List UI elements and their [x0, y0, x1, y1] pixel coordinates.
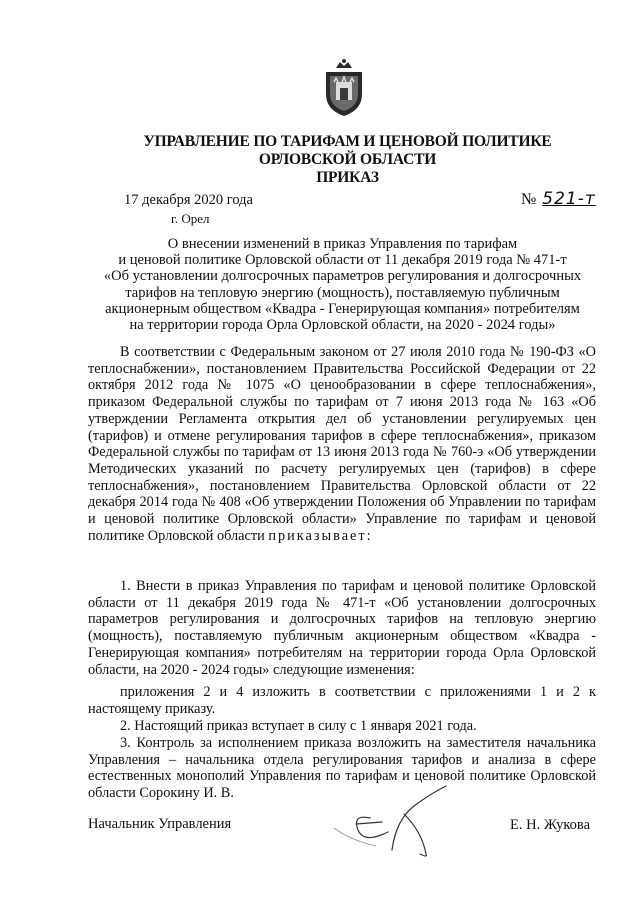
order-city: г. Орел — [171, 211, 210, 226]
header-line-2: ОРЛОВСКОЙ ОБЛАСТИ — [258, 151, 437, 168]
subject-line: «Об установлении долгосрочных параметров регулирования и долгосрочных — [103, 268, 582, 285]
order-date: 17 декабря 2020 года — [124, 192, 253, 208]
subject-line: О внесении изменений в приказ Управления по тарифам — [167, 236, 518, 252]
document-type-title: ПРИКАЗ — [316, 169, 379, 186]
handwritten-order-number: 521-т — [542, 189, 596, 209]
signatory-name: Е. Н. Жукова — [510, 817, 591, 833]
order-number — [521, 189, 596, 209]
item-1-paragraph: 1. Внести в приказ Управления по тарифам и ценовой политике Орловской области от 11 декабря 2019 года № 471-т «Об установлении долгосрочных параметров регулирования и долгосрочных тарифов на тепловую энергию (мощность), поставляемую публичным акционерным обществом «Квадра - Генерирующая компания» потребителям на территории города Орла Орловской области, на 2020 - 2024 годы» следующие изменения: — [88, 578, 596, 678]
subject-line: акционерным обществом «Квадра - Генерирующая компания» потребителям — [105, 300, 580, 317]
coat-of-arms-emblem — [320, 58, 368, 118]
orders-word: приказывает: — [268, 527, 373, 544]
item-3-paragraph: 3. Контроль за исполнением приказа возложить на заместителя начальника Управления – начальника отдела регулирования тарифов и анализа в сфере естественных монополий Управления по тарифам и ценовой политике Орловской области Сорокину И. В. — [88, 735, 596, 802]
item-1-subparagraph: приложения 2 и 4 изложить в соответствии с приложениями 1 и 2 к настоящему приказу. — [88, 684, 596, 717]
subject-line: на территории города Орла Орловской области, на 2020 - 2024 годы» — [129, 317, 556, 334]
subject-line: тарифов на тепловую энергию (мощность), поставляемую публичным — [125, 284, 560, 301]
item-2-paragraph: 2. Настоящий приказ вступает в силу с 1 января 2021 года. — [120, 718, 477, 734]
preamble-text: В соответствии с Федеральным законом от 27 июля 2010 года № 190-ФЗ «О теплоснабжении», постановлением Правительства Российской Федерации от 22 октября 2012 года № 1075 «О ценообразовании в сфере теплоснабжения», приказом Федеральной службы по тарифам от 7 июня 2013 года № 163 «Об утверждении Регламента открытия дел об установлении регулируемых цен (тарифов) и отмене регулирования тарифов в сфере теплоснабжения», приказом Федеральной службы по тарифам от 13 июня 2013 года № 760-э «Об утверждении Методических указаний по расчету регулируемых цен (тарифов) в сфере теплоснабжения», постановлением Правительства Орловской области от 22 декабря 2014 года № 408 «Об утверждении Положения об Управлении по тарифам и ценовой политике Орловской области» Управление по тарифам и ценовой политике Орловской области — [88, 344, 596, 544]
order-subject — [70, 236, 615, 333]
preamble-paragraph — [88, 344, 596, 544]
handwritten-signature — [330, 780, 460, 860]
organization-header — [100, 133, 595, 187]
header-line-1: УПРАВЛЕНИЕ ПО ТАРИФАМ И ЦЕНОВОЙ ПОЛИТИКЕ — [143, 133, 552, 150]
subject-line: и ценовой политике Орловской области от 11 декабря 2019 года № 471-т — [118, 252, 567, 269]
signatory-position: Начальник Управления — [88, 816, 232, 832]
number-sign: № — [521, 191, 537, 208]
